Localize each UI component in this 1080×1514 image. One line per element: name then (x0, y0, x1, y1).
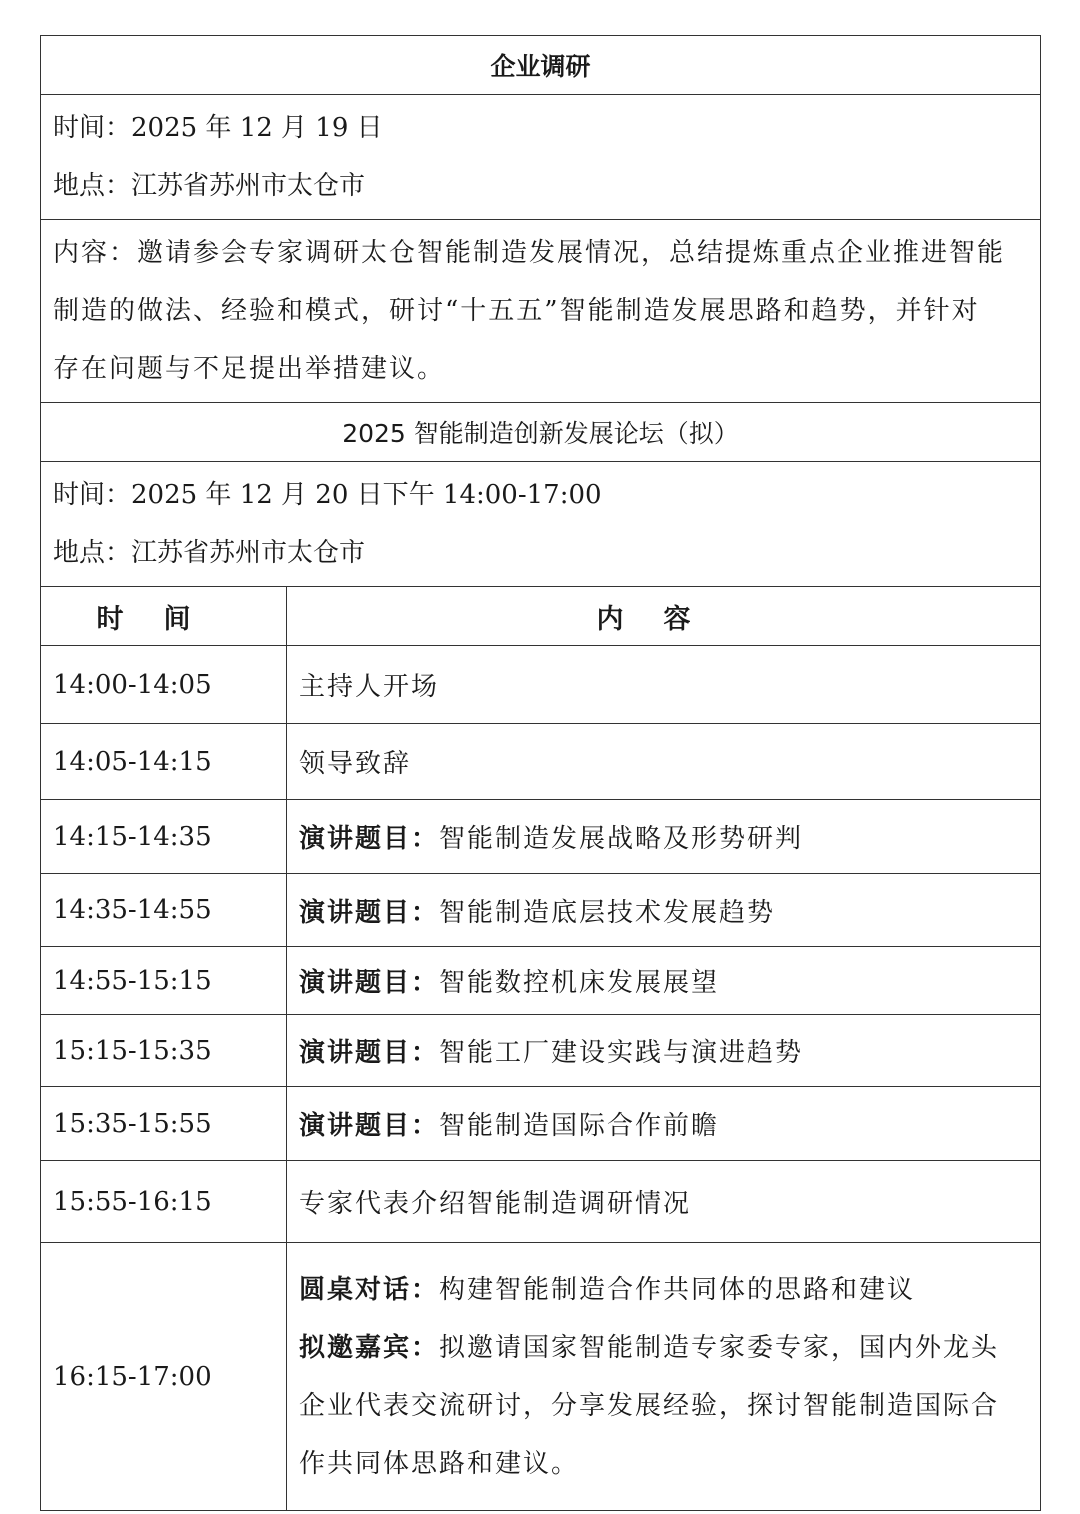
agenda-row-roundtable (41, 1243, 1041, 1511)
agenda-row-label: 演讲题目： (299, 1111, 440, 1141)
agenda-row-content (287, 947, 1041, 1015)
agenda-row-content (287, 1243, 1041, 1511)
agenda-row-text: 智能工厂建设实践与演进趋势 (439, 1038, 804, 1068)
guests-text: 企业代表交流研讨，分享发展经验，探讨智能制造国际合 (299, 1390, 1000, 1421)
agenda-header-time: 时间 (41, 587, 287, 646)
guests-label: 拟邀嘉宾： (299, 1332, 440, 1363)
agenda-row-time: 15:55-16:15 (41, 1161, 287, 1243)
agenda-row-label: 演讲题目： (299, 968, 440, 998)
section1-location: 地点：江苏省苏州市太仓市 (53, 171, 366, 201)
agenda-row-content (287, 1015, 1041, 1087)
agenda-row-content (287, 1087, 1041, 1161)
agenda-row-time: 14:55-15:15 (41, 947, 287, 1015)
agenda-row-text: 主持人开场 (299, 672, 440, 702)
agenda-row-label: 演讲题目： (299, 897, 440, 928)
agenda-row-time: 15:15-15:35 (41, 1015, 287, 1087)
roundtable-label: 圆桌对话： (299, 1274, 440, 1305)
agenda-row-text: 智能数控机床发展展望 (439, 968, 720, 998)
guests-text: 拟邀请国家智能制造专家委专家，国内外龙头 (439, 1332, 1000, 1363)
agenda-row-text: 领导致辞 (299, 749, 412, 779)
agenda-row-text: 智能制造国际合作前瞻 (439, 1111, 720, 1141)
agenda-row-content (287, 1161, 1041, 1243)
agenda-row-content (287, 646, 1041, 724)
section1-title: 企业调研 (41, 36, 1041, 95)
agenda-row (41, 724, 1041, 800)
section1-content-line: 制造的做法、经验和模式，研讨“十五五”智能制造发展思路和趋势，并针对 (53, 296, 980, 326)
agenda-document (40, 35, 1041, 1511)
agenda-row-time: 14:15-14:35 (41, 800, 287, 874)
agenda-row-label: 演讲题目： (299, 824, 440, 854)
roundtable-text: 构建智能制造合作共同体的思路和建议 (439, 1274, 916, 1305)
agenda-row (41, 1087, 1041, 1161)
agenda-row-time: 16:15-17:00 (41, 1243, 287, 1511)
agenda-row (41, 646, 1041, 724)
agenda-row-text: 智能制造发展战略及形势研判 (439, 824, 804, 854)
section1-content-line: 内容：邀请参会专家调研太仓智能制造发展情况，总结提炼重点企业推进智能 (53, 238, 1006, 268)
agenda-row (41, 874, 1041, 947)
section1-time: 时间：2025 年 12 月 19 日 (53, 113, 383, 143)
agenda-row-text: 专家代表介绍智能制造调研情况 (299, 1189, 692, 1219)
agenda-row-content (287, 724, 1041, 800)
agenda-row-label: 演讲题目： (299, 1038, 440, 1068)
section2-time: 时间：2025 年 12 月 20 日下午 14:00-17:00 (53, 480, 602, 510)
agenda-row-text: 智能制造底层技术发展趋势 (439, 897, 776, 928)
section2-title: 2025 智能制造创新发展论坛（拟） (41, 403, 1041, 462)
agenda-header-content: 内容 (287, 587, 1041, 646)
agenda-row (41, 947, 1041, 1015)
agenda-row-content (287, 800, 1041, 874)
agenda-row-time: 14:00-14:05 (41, 646, 287, 724)
section1-content-line: 存在问题与不足提出举措建议。 (53, 354, 446, 384)
guests-text: 作共同体思路和建议。 (299, 1448, 580, 1479)
agenda-row-time: 14:05-14:15 (41, 724, 287, 800)
agenda-row-time: 14:35-14:55 (41, 874, 287, 947)
agenda-row-time: 15:35-15:55 (41, 1087, 287, 1161)
section1-content (41, 220, 1041, 403)
section2-info (41, 462, 1041, 587)
agenda-row (41, 1015, 1041, 1087)
agenda-row (41, 1161, 1041, 1243)
agenda-row-content (287, 874, 1041, 947)
agenda-row (41, 800, 1041, 874)
section1-info (41, 95, 1041, 220)
section2-location: 地点：江苏省苏州市太仓市 (53, 538, 366, 568)
